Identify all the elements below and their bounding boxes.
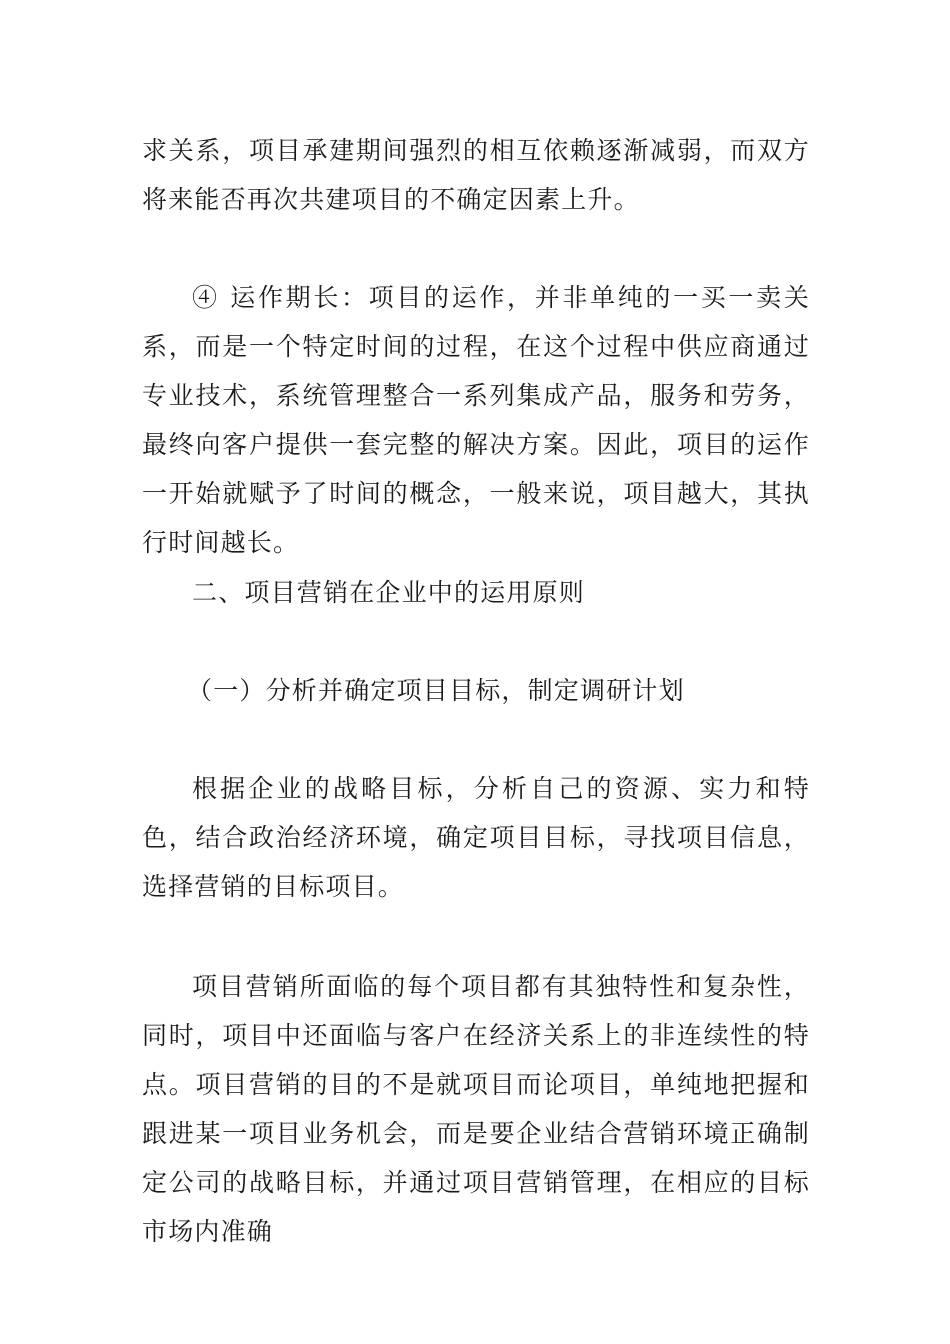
paragraph-continuation: 求关系，项目承建期间强烈的相互依赖逐渐减弱，而双方将来能否再次共建项目的不确定因素上升。 [142,136,810,214]
section-heading: 二、项目营销在企业中的运用原则 [192,578,586,607]
subsection-heading: （一）分析并确定项目目标，制定调研计划 [187,676,685,705]
paragraph-strategy: 根据企业的战略目标，分析自己的资源、实力和特色，结合政治经济环境，确定项目目标，寻找项目信息，选择营销的目标项目。 [142,774,810,901]
paragraph-project-marketing: 项目营销所面临的每个项目都有其独特性和复杂性，同时，项目中还面临与客户在经济关系上的非连续性的特点。项目营销的目的不是就项目而论项目，单纯地把握和跟进某一项目业务机会，而是要企业结合营销环境正确制定公司的战略目标，并通过项目营销管理，在相应的目标市场内准确 [142,972,810,1246]
paragraph-operation-period: ④ 运作期长：项目的运作，并非单纯的一买一卖关系，而是一个特定时间的过程，在这个过程中供应商通过专业技术，系统管理整合一系列集成产品，服务和劳务，最终向客户提供一套完整的解决方案。因此，项目的运作一开始就赋予了时间的概念，一般来说，项目越大，其执行时间越长。 [142,283,810,557]
